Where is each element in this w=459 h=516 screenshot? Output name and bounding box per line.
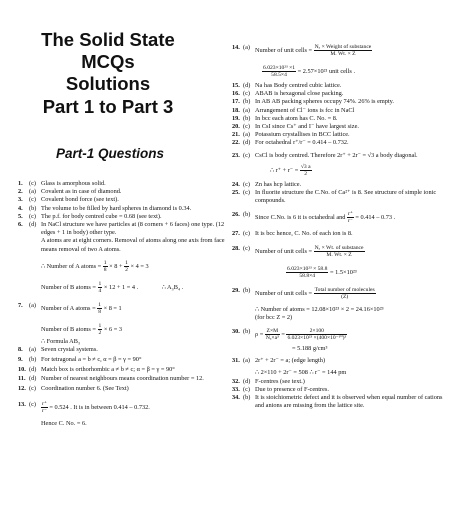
answer-number: 26. <box>232 211 240 219</box>
numerator: 6.023×10²³ × 58.8 <box>287 265 328 272</box>
answer-number: 33. <box>232 385 240 393</box>
answer-option: (b) <box>243 394 251 402</box>
answer-33 <box>232 386 444 394</box>
answer-number: 9. <box>18 356 23 364</box>
answer-number: 21. <box>232 131 240 139</box>
answer-20 <box>232 123 444 131</box>
fraction <box>314 44 373 57</box>
numerator: r⁺ <box>348 211 353 218</box>
answer-option: (c) <box>243 385 250 393</box>
answer-29 <box>232 287 444 300</box>
fraction <box>41 401 48 414</box>
answer-31 <box>232 357 444 365</box>
answer-text <box>41 401 226 414</box>
answer-11 <box>18 375 226 383</box>
equation-label: Number of unit cells = <box>255 46 313 54</box>
answer-option: (c) <box>243 230 250 238</box>
answer-option: (b) <box>243 286 251 294</box>
denominator: 2 <box>304 170 308 177</box>
answer-number: 3. <box>18 196 23 204</box>
answer-text <box>41 302 226 315</box>
answer-option: (a) <box>243 357 250 365</box>
equation-label: Number of B atoms = <box>41 283 96 291</box>
denominator: 2 <box>98 329 102 336</box>
answer-number: 29. <box>232 286 240 294</box>
answer-option: (d) <box>29 221 37 229</box>
fraction <box>97 302 102 315</box>
numerator: Z×M <box>266 328 279 335</box>
answer-number: 20. <box>232 123 240 131</box>
answer-option: (a) <box>29 188 36 196</box>
numerator: Total number of molecules <box>314 286 375 293</box>
answer-13-conclusion: Hence C. No. = 6. <box>41 420 87 428</box>
answer-text: Seven crystal systems. <box>41 346 98 354</box>
answer-4 <box>18 205 226 213</box>
answer-7 <box>18 302 226 315</box>
answer-17 <box>232 98 444 106</box>
answer-text: Number of nearest neighbours means coordination number = 12. <box>41 374 204 382</box>
answer-text: Zn has hcp lattice. <box>255 180 302 188</box>
answer-19 <box>232 115 444 123</box>
answer-option: (a) <box>243 106 250 114</box>
answer-text: For tetragonal a = b ≠ c, α = β = γ = 90° <box>41 356 142 364</box>
fraction <box>300 164 312 177</box>
answer-number: 1. <box>18 180 23 187</box>
numerator: 2×100 <box>286 328 347 335</box>
answer-6-b-atoms <box>18 281 226 294</box>
answer-option: (b) <box>243 211 251 219</box>
equation-part: = 0.414 – 0.73 . <box>355 214 396 222</box>
answer-6 <box>18 221 226 237</box>
answer-number: 16. <box>232 90 240 98</box>
section-heading: Part-1 Questions <box>55 146 165 161</box>
equation-label: ρ = <box>255 331 264 338</box>
fraction <box>314 287 376 300</box>
fraction <box>98 323 103 336</box>
fraction <box>103 260 108 273</box>
fraction <box>124 260 129 273</box>
right-answer-column <box>232 44 444 410</box>
answer-text: Coordination number 6. (See Text) <box>41 384 129 392</box>
answer-text: In AB AB packing spheres occupy 74%. 26% is empty. <box>255 98 394 106</box>
answer-number: 5. <box>18 212 23 220</box>
answer-text <box>255 44 444 57</box>
answer-number: 30. <box>232 328 240 336</box>
numerator: 6.023×10²³ ×1 <box>263 65 296 71</box>
denominator: Nₐ×a³ <box>265 335 279 342</box>
answer-option: (c) <box>29 196 36 204</box>
answer-option: (c) <box>243 151 250 159</box>
answer-text: Due to presence of F-centres. <box>255 385 329 393</box>
answer-3 <box>18 196 226 204</box>
answer-option: (d) <box>29 366 37 374</box>
equation-label: Number of unit cells = <box>255 247 313 255</box>
answer-10 <box>18 366 226 374</box>
numerator: Nₐ × Weight of substance <box>314 44 372 50</box>
answer-option: (d) <box>243 377 251 385</box>
answer-number: 18. <box>232 106 240 114</box>
answer-6-detail: A atoms are at eight corners. Removal of atoms along one axis from face means removal of two A atoms. <box>41 237 225 253</box>
answer-text: Arrangement of Cl⁻ ions is fcc in NaCl <box>255 106 355 114</box>
answer-text: CsCl is body centred. Therefore 2r⁺ + 2r⁻ = √3 a body diagonal. <box>255 151 418 159</box>
answer-number: 25. <box>232 189 240 197</box>
answer-25 <box>232 189 444 205</box>
answer-option: (c) <box>243 90 250 98</box>
left-answer-column <box>18 180 226 428</box>
answer-option: (c) <box>243 123 250 131</box>
answer-9 <box>18 356 226 364</box>
answer-number: 31. <box>232 357 240 365</box>
equation-part: × 12 + 1 = 4 . <box>103 283 139 291</box>
answer-option: (b) <box>243 98 251 106</box>
answer-14 <box>232 44 444 57</box>
title-line-4: Part 1 to Part 3 <box>42 96 174 117</box>
equation-label: Since C.No. is 6 it is octahedral and <box>255 214 346 222</box>
answer-number: 6. <box>18 221 23 229</box>
denominator: 58.5×4 <box>271 72 287 78</box>
answer-option: (d) <box>29 374 37 382</box>
answer-text <box>255 245 444 258</box>
answer-text: In NaCl structure we have particles at (8 corners + 6 faces) one type. (12 edges + 1 in body) other type. <box>41 221 225 237</box>
denominator: 6.023×10²³ ×(400×10⁻¹⁰)³ <box>287 335 347 342</box>
answer-12 <box>18 385 226 393</box>
equation-part: × 8 = 1 <box>103 304 122 312</box>
numerator: √3 a <box>300 163 311 170</box>
answer-text: It is stoichiometric defect and it is observed when equal number of cations and anions are missing from the lattice site. <box>255 394 443 410</box>
answer-30-result: = 5.188 g/cm³ <box>292 345 328 353</box>
formula: ∴ A₃B₄ . <box>161 283 184 291</box>
answer-15 <box>232 82 444 90</box>
answer-18 <box>232 107 444 115</box>
denominator: M. Wt. × Z <box>330 51 356 57</box>
answer-option: (a) <box>243 131 250 139</box>
answer-34 <box>232 394 444 410</box>
answer-2 <box>18 188 226 196</box>
fraction <box>286 266 328 279</box>
answer-text: Potassium crystallises in BCC lattice. <box>255 131 350 139</box>
answer-number: 15. <box>232 82 240 89</box>
answer-28 <box>232 245 444 258</box>
answer-number: 28. <box>232 244 240 252</box>
answer-number: 8. <box>18 346 23 354</box>
denominator: 8 <box>98 308 101 315</box>
answer-text <box>255 287 444 300</box>
answer-31-result: ∴ 2×110 + 2r⁻ = 508 ∴ r⁻ = 144 pm <box>255 369 347 377</box>
numerator: 1 <box>103 259 107 266</box>
answer-text <box>255 328 444 341</box>
answer-text: The p.f. for body centred cube = 0.68 (see text). <box>41 212 162 220</box>
title-line-1: The Solid State <box>41 29 175 50</box>
answer-1 <box>18 180 226 188</box>
answer-option: (c) <box>29 212 36 220</box>
fraction <box>265 328 280 341</box>
answer-text: The volume to be filled by hard spheres in diamond is 0.34. <box>41 204 192 212</box>
equation-part: = 0.524 . It is in between 0.414 – 0.732. <box>49 404 150 411</box>
denominator: 8 <box>103 266 107 273</box>
fraction <box>347 211 354 224</box>
answer-21 <box>232 131 444 139</box>
answer-27 <box>232 230 444 238</box>
answer-28-result <box>232 266 444 279</box>
answer-30 <box>232 328 444 341</box>
answer-number: 22. <box>232 139 240 147</box>
answer-number: 23. <box>232 151 240 159</box>
denominator: M. Wt. × Z <box>326 251 352 258</box>
answer-number: 4. <box>18 204 23 212</box>
denominator: (Z) <box>341 293 349 300</box>
answer-option: (c) <box>243 244 250 252</box>
numerator: 1 <box>98 280 102 287</box>
answer-number: 14. <box>232 44 240 51</box>
answer-24 <box>232 181 444 189</box>
answer-number: 10. <box>18 366 26 374</box>
answer-number: 12. <box>18 384 26 392</box>
answer-text: In bcc each atom has C. No. = 8. <box>255 114 338 122</box>
numerator: 1 <box>98 322 102 329</box>
fraction <box>314 245 365 258</box>
answer-option: (a) <box>29 346 36 354</box>
answer-option: (a) <box>29 301 36 309</box>
answer-text: Covalent as in case of diamond. <box>41 188 122 196</box>
denominator: r⁻ <box>348 218 353 225</box>
equation-part: × 8 + <box>109 262 123 270</box>
answer-14-result <box>232 65 444 78</box>
answer-6-a-atoms <box>18 260 226 273</box>
answer-7-formula: ∴ Formula AB₃ <box>41 337 81 345</box>
answer-number: 11. <box>18 374 26 382</box>
answer-number: 19. <box>232 114 240 122</box>
title-line-2: MCQs <box>81 51 135 72</box>
answer-text <box>255 211 444 224</box>
answer-option: (b) <box>243 114 251 122</box>
answer-26 <box>232 211 444 224</box>
numerator: r⁺ <box>42 401 47 408</box>
numerator: 1 <box>125 259 128 266</box>
answer-text: In CsI since Cs⁺ and I⁻ have largest size. <box>255 123 359 131</box>
equation-label: ∴ Number of A atoms = <box>41 262 102 270</box>
answer-text: For octahedral r⁺/r⁻ = 0.414 – 0.732. <box>255 139 349 147</box>
answer-option: (d) <box>243 139 251 147</box>
answer-option: (b) <box>29 356 37 364</box>
answer-23 <box>232 152 444 160</box>
answer-option: (b) <box>243 328 251 336</box>
equation-label: Number of B atoms = <box>41 325 96 333</box>
answer-29-atoms: ∴ Number of atoms = 12.08×10²³ × 2 = 24.16×10²³ <box>255 305 384 313</box>
equation-part: × 6 = 3 <box>103 325 123 333</box>
answer-number: 7. <box>18 301 23 309</box>
denominator: 58.8×4 <box>299 272 316 279</box>
answer-number: 13. <box>18 401 26 409</box>
answer-23-equation <box>232 164 444 177</box>
answer-number: 27. <box>232 230 240 238</box>
equation-label: Number of A atoms = <box>41 304 96 312</box>
answer-text: Na has Body centred cubic lattice. <box>255 82 342 89</box>
answer-number: 24. <box>232 180 240 188</box>
answer-5 <box>18 213 226 221</box>
title-line-3: Solutions <box>65 73 151 94</box>
answer-22 <box>232 139 444 147</box>
answer-text: Glass is amorphous solid. <box>41 180 106 187</box>
answer-7-b-atoms <box>18 323 226 336</box>
equation-label: ∴ r⁺ + r⁻ = <box>270 166 299 174</box>
answer-option: (c) <box>243 180 250 188</box>
answer-option: (c) <box>243 189 250 197</box>
answer-option: (c) <box>29 180 36 187</box>
denominator: r⁻ <box>42 408 47 415</box>
answer-number: 2. <box>18 188 23 196</box>
equation-part: × 4 = 3 <box>130 262 149 270</box>
answer-option: (c) <box>29 384 36 392</box>
answer-29-note: (for bcc Z = 2) <box>255 313 293 321</box>
equation-label: Number of unit cells = <box>255 289 313 297</box>
equation-part: = <box>281 331 285 338</box>
equation-part: = 2.57×10²¹ unit cells . <box>297 67 356 75</box>
answer-option: (b) <box>29 204 37 212</box>
answer-text: ABAB is hexagonal close packing. <box>255 90 344 98</box>
answer-text: Covalent bond force (see text). <box>41 196 119 204</box>
answer-option: (a) <box>243 44 250 51</box>
answer-text: It is bcc hence, C. No. of each ion is 8. <box>255 230 353 238</box>
numerator: 1 <box>98 301 101 308</box>
answer-number: 17. <box>232 98 240 106</box>
answer-text: F-centres (see text.) <box>255 377 305 385</box>
answer-number: 32. <box>232 377 240 385</box>
answer-text: In fluorite structure the C.No. of Ca²⁺ is 8. See structure of simple ionic compounds. <box>255 189 437 205</box>
equation-part: = 1.5×10²³ <box>330 268 357 276</box>
answer-text: Match box is orthorhombic a ≠ b ≠ c; α = β = γ = 90° <box>41 366 175 374</box>
answer-option: (d) <box>243 82 251 89</box>
fraction <box>286 328 347 341</box>
fraction <box>262 65 296 78</box>
answer-13 <box>18 401 226 414</box>
fraction <box>98 281 103 294</box>
answer-option: (c) <box>29 401 36 409</box>
answer-32 <box>232 378 444 386</box>
answer-text: 2r⁺ + 2r⁻ = a; (edge length) <box>255 357 326 365</box>
answer-number: 34. <box>232 394 240 402</box>
numerator: Nₐ × Wt. of substance <box>314 244 364 251</box>
denominator: 2 <box>125 266 128 273</box>
answer-8 <box>18 346 226 354</box>
denominator: 4 <box>98 287 102 294</box>
answer-16 <box>232 90 444 98</box>
